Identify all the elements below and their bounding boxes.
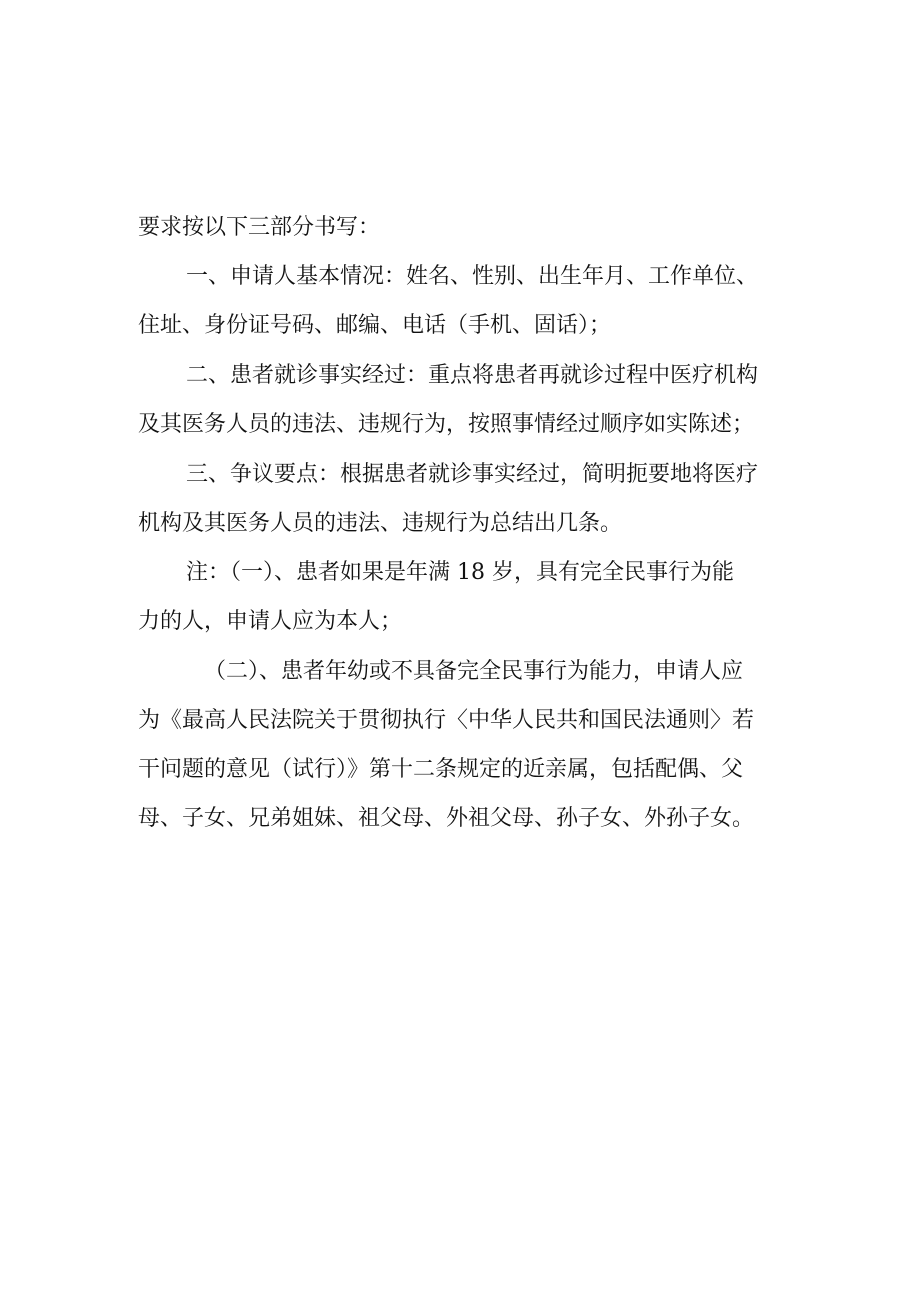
- note-two-line-2: 为《最高人民法院关于贯彻执行〈中华人民共和国民法通则〉若: [138, 708, 755, 733]
- note-one-line-1: 注：（一）、患者如果是年满 18 岁，具有完全民事行为能: [186, 560, 734, 585]
- section-three-line-2: 机构及其医务人员的违法、违规行为总结出几条。: [138, 511, 623, 536]
- section-three-line-1: 三、争议要点：根据患者就诊事实经过，简明扼要地将医疗: [186, 462, 759, 487]
- instruction-heading: 要求按以下三部分书写：: [138, 215, 381, 240]
- note-two-line-4: 母、子女、兄弟姐妹、祖父母、外祖父母、孙子女、外孙子女。: [138, 806, 755, 831]
- section-two-line-2: 及其医务人员的违法、违规行为，按照事情经过顺序如实陈述；: [138, 412, 755, 437]
- note-one-line-2: 力的人，申请人应为本人；: [138, 609, 403, 634]
- note-two-line-3: 干问题的意见（试行）》第十二条规定的近亲属，包括配偶、父: [138, 757, 744, 782]
- section-two-line-1: 二、患者就诊事实经过：重点将患者再就诊过程中医疗机构: [186, 363, 759, 388]
- note-two-line-1: （二）、患者年幼或不具备完全民事行为能力，申请人应: [204, 659, 744, 684]
- section-one-line-1: 一、申请人基本情况：姓名、性别、出生年月、工作单位、: [186, 264, 759, 289]
- section-one-line-2: 住址、身份证号码、邮编、电话（手机、固话）；: [138, 313, 612, 338]
